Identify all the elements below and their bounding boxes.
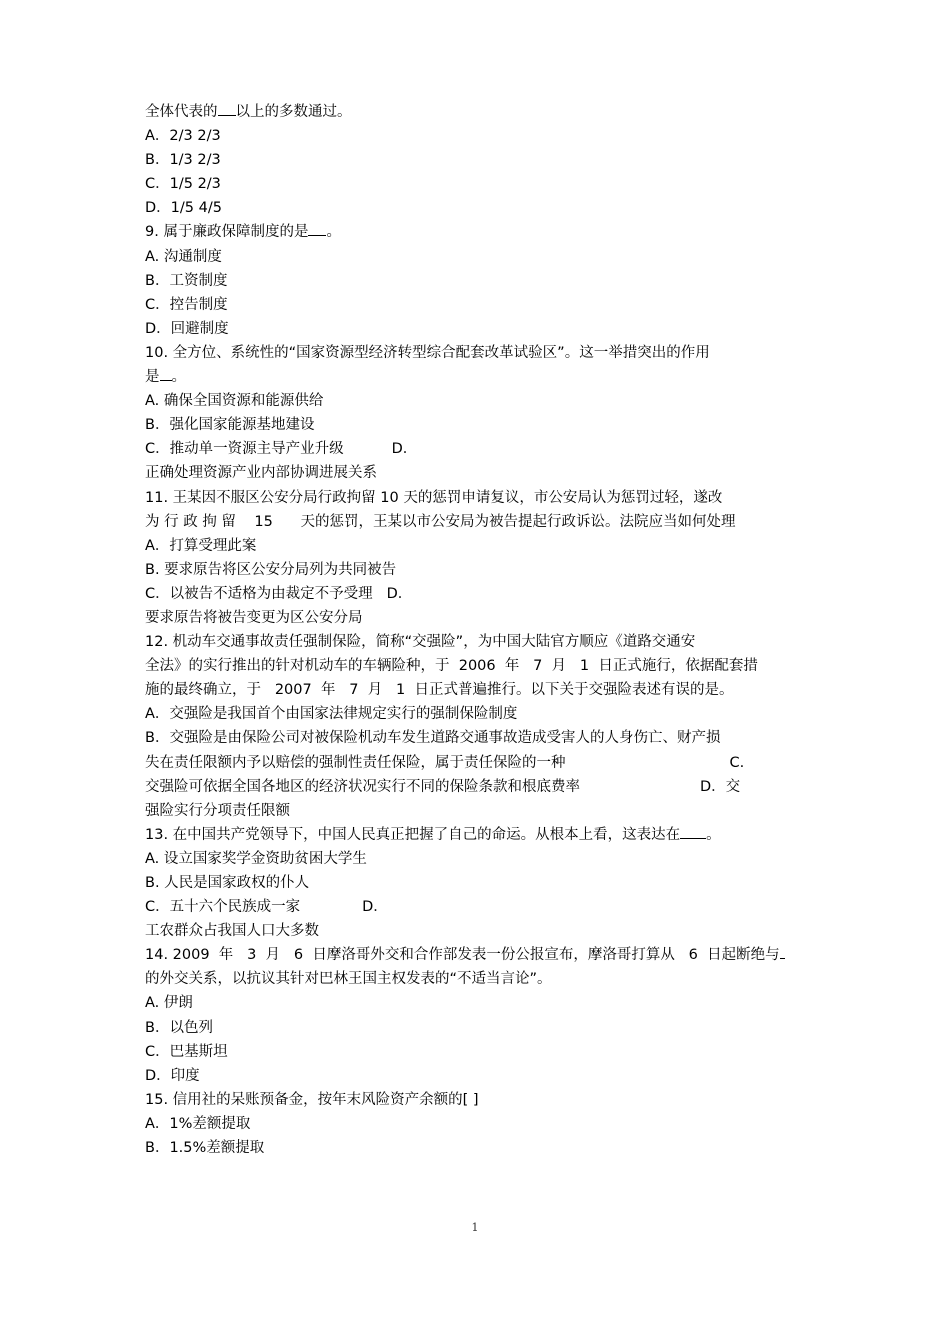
question-14-cont: 的外交关系，以抗议其针对巴林王国主权发表的“不适当言论”。 [145,971,552,988]
option-a: A. 设立国家奖学金资助贫困大学生 [145,850,367,867]
option-d: D．回避制度 [145,320,229,337]
question-12-cont: 施的最终确立，于 2007 年 7 月 1 日正式普遍推行。以下关于交强险表述有误的是。 [145,682,734,699]
document-body [145,100,807,1160]
option-b: B．强化国家能源基地建设 [145,417,315,434]
option-c: C．1/5 2/3 [145,176,221,193]
option-a: A. 沟通制度 [145,248,222,265]
option-c: C．以被告不适格为由裁定不予受理 D． [145,585,413,602]
option-a: A．打算受理此案 [145,537,257,554]
option-d-text: 正确处理资源产业内部协调进展关系 [145,465,377,482]
option-b: B．工资制度 [145,272,228,289]
question-11-cont: 为 行 政 拘 留 15 天的惩罚，王某以市公安局为被告提起行政诉讼。法院应当如何处理 [145,513,736,530]
fill-blank [160,366,172,381]
fill-blank [308,221,326,236]
option-b: B．以色列 [145,1019,213,1036]
fill-blank [680,824,706,839]
option-b: B．交强险是由保险公司对被保险机动车发生道路交通事故造成受害人的人身伤亡、财产损 [145,730,721,747]
option-a: A. 伊朗 [145,995,193,1012]
option-b: B. 要求原告将区公安分局列为共同被告 [145,561,397,578]
question-13: 13. 在中国共产党领导下，中国人民真正把握了自己的命运。从根本上看，这表达在 。 [145,823,807,847]
option-a: A. 确保全国资源和能源供给 [145,393,324,410]
option-d-text: 工农群众占我国人口大多数 [145,923,319,940]
fill-blank [218,101,236,116]
question-12-cont: 全法》的实行推出的针对机动车的车辆险种，于 2006 年 7 月 1 日正式施行，依据配套措 [145,658,758,675]
question-9: 9. 属于廉政保障制度的是 。 [145,220,807,244]
page-number: 1 [471,1221,479,1234]
option-d-text: 强险实行分项责任限额 [145,802,290,819]
option-d-text: 要求原告将被告变更为区公安分局 [145,609,363,626]
option-a: A．交强险是我国首个由国家法律规定实行的强制保险制度 [145,706,518,723]
option-a: A．1%差额提取 [145,1115,251,1132]
option-c: C．推动单一资源主导产业升级 D． [145,441,418,458]
question-15: 15. 信用社的呆账预备金，按年末风险资产余额的[ ] [145,1091,479,1108]
option-b: B．1/3 2/3 [145,152,221,169]
option-c: C．巴基斯坦 [145,1043,228,1060]
text-line: 全体代表的 以上的多数通过。 [145,100,807,124]
question-10-cont: 是 。 [145,365,807,389]
option-c: C. [729,754,745,771]
option-d: D． [362,899,388,916]
option-d: D． [386,585,413,602]
option-c-text: 交强险可依据全国各地区的经济状况实行不同的保险条款和根底费率 D．交 [145,778,741,795]
option-b: B. 人民是国家政权的仆人 [145,875,310,891]
option-a: A．2/3 2/3 [145,128,221,145]
option-d: D．1/5 4/5 [145,200,222,217]
option-b: B．1.5%差额提取 [145,1140,265,1157]
question-10: 10. 全方位、系统性的“国家资源型经济转型综合配套改革试验区”。这一举措突出的作用 [145,344,710,361]
option-d: D．交 [700,778,741,795]
option-d: D． [391,441,418,458]
question-12: 12. 机动车交通事故责任强制保险，简称“交强险”，为中国大陆官方顺应《道路交通安 [145,634,696,651]
option-c: C．五十六个民族成一家 D． [145,899,388,916]
question-11: 11. 王某因不服区公安分局行政拘留 10 天的惩罚申请复议，市公安局认为惩罚过轻，遂改 [145,489,723,506]
fill-blank [780,944,785,959]
option-d: D．印度 [145,1067,200,1084]
question-14: 14. 2009 年 3 月 6 日摩洛哥外交和合作部发表一份公报宣布，摩洛哥打算从 6 日起断绝与 [145,943,807,967]
option-b-cont: 失在责任限额内予以赔偿的强制性责任保险，属于责任保险的一种 C. [145,754,745,771]
option-c: C．控告制度 [145,296,228,313]
